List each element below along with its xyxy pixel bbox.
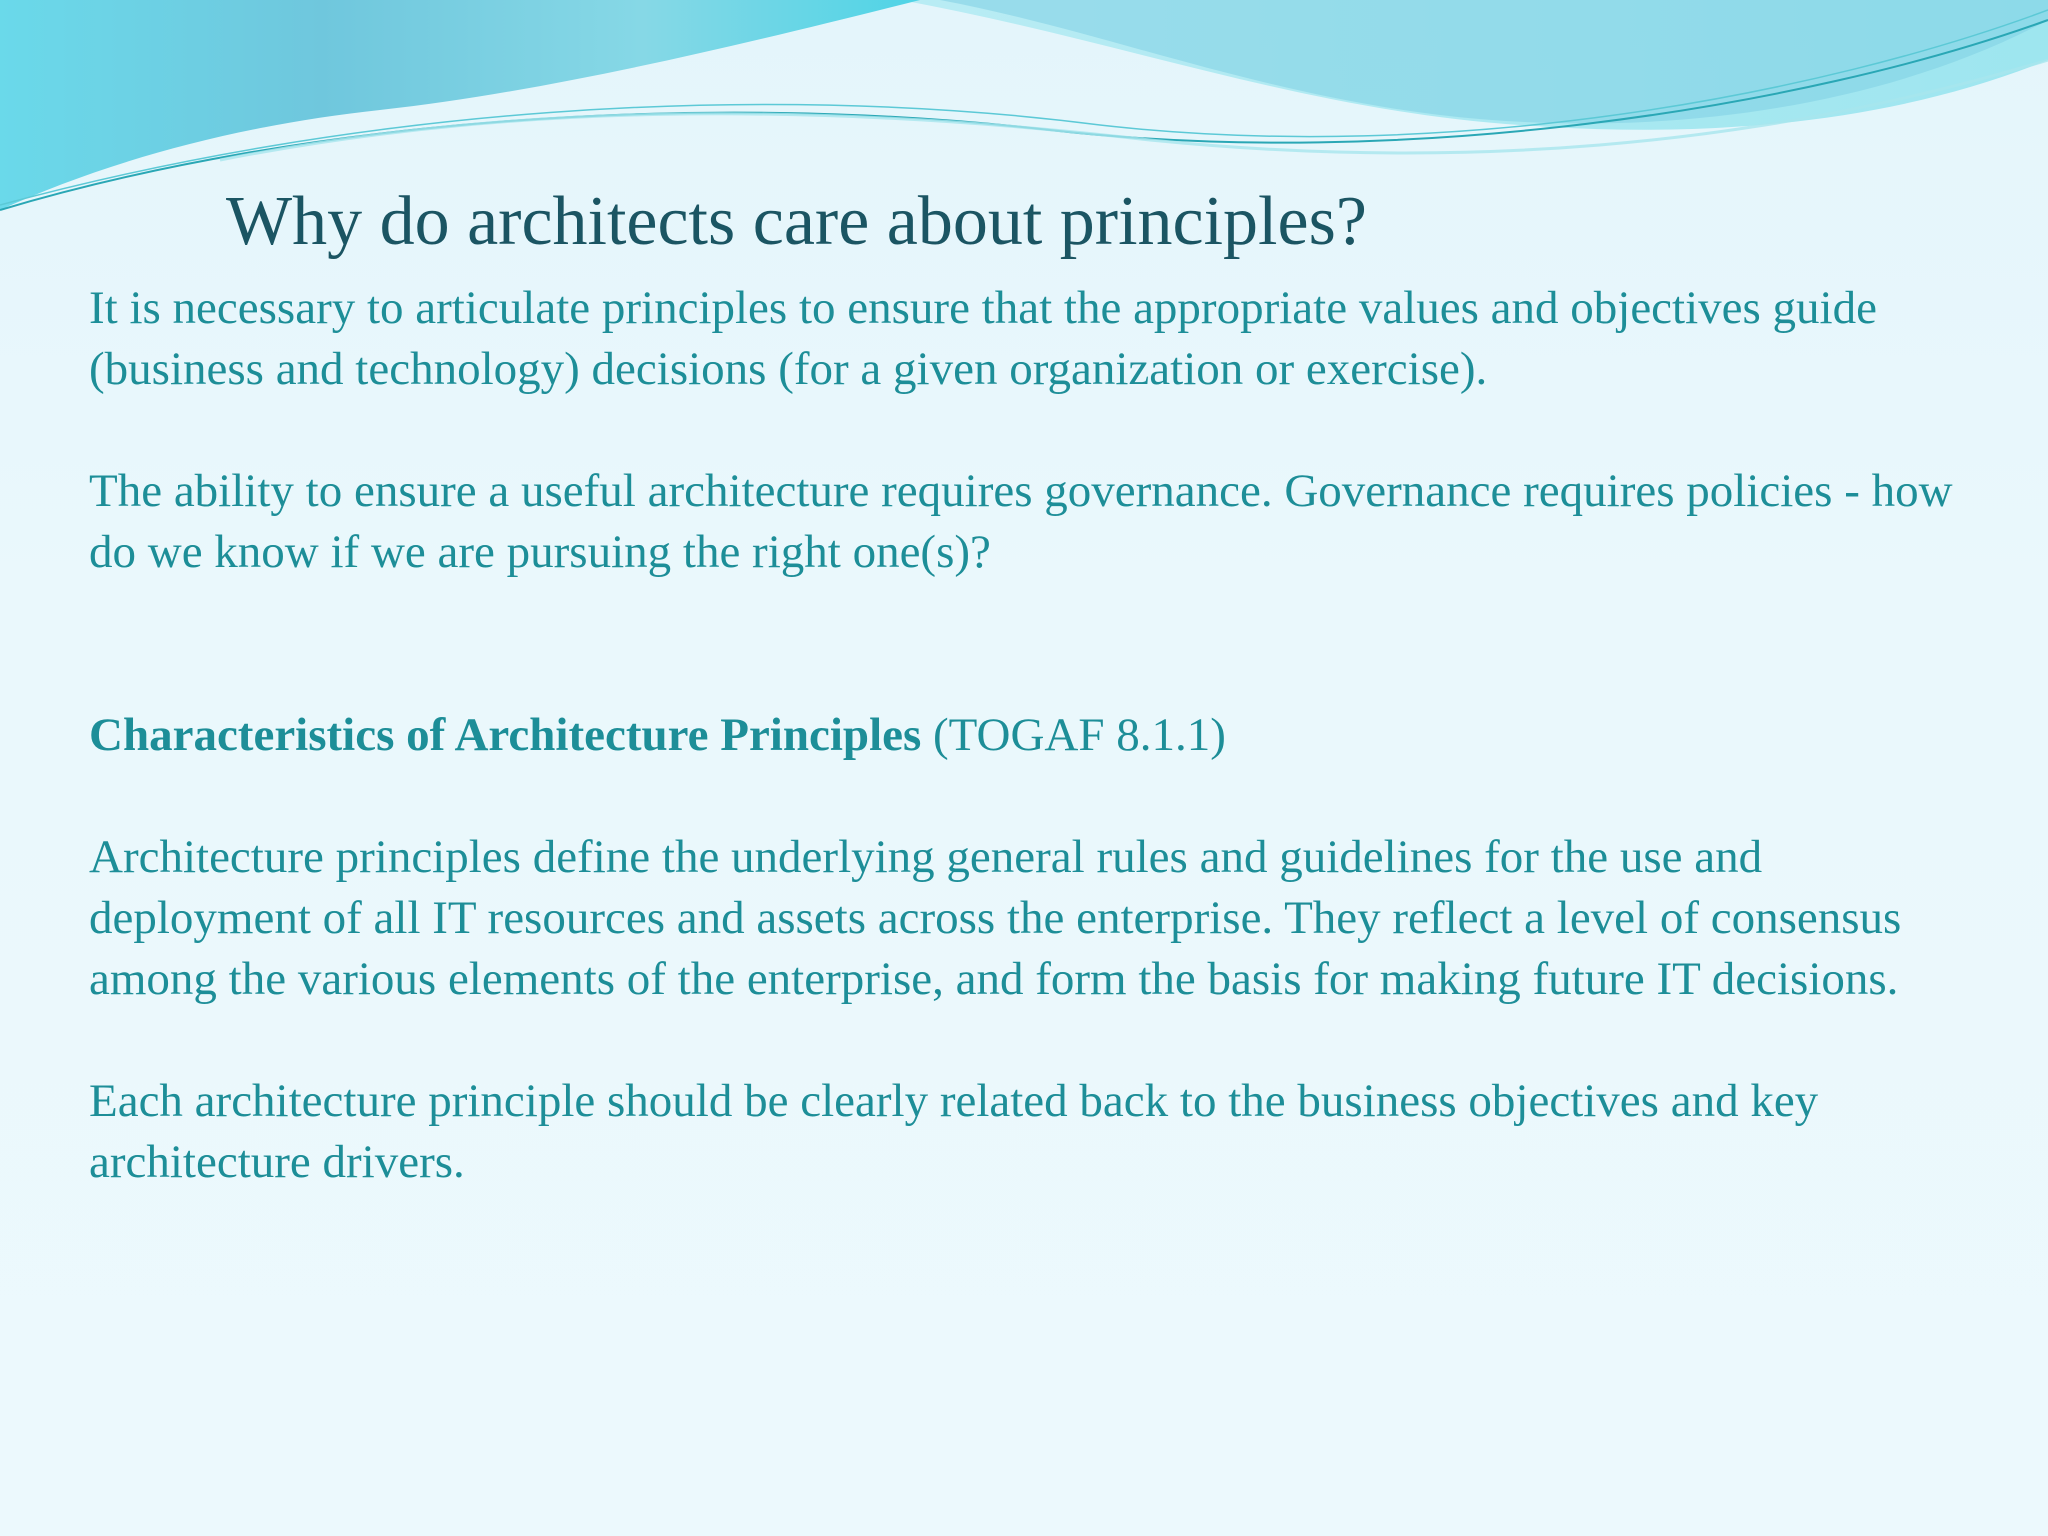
- paragraph-governance: The ability to ensure a useful architecture requires governance. Governance requires policies - how do we know if we are pursuing the right one(s)?: [89, 465, 1953, 578]
- section-heading-bold: Characteristics of Architecture Principles: [89, 709, 922, 761]
- slide-body: [89, 278, 1989, 1193]
- paragraph-definition: Architecture principles define the underlying general rules and guidelines for the use and deployment of all IT resources and assets across the enterprise. They reflect a level of consensus among the various elements of the enterprise, and form the basis for making future IT decisions.: [89, 831, 1902, 1005]
- slide-title: Why do architects care about principles?: [226, 183, 1367, 260]
- paragraph-principles-purpose: It is necessary to articulate principles to ensure that the appropriate values and objectives guide (business and technology) decisions (for a given organization or exercise).: [89, 282, 1877, 395]
- section-heading-source: (TOGAF 8.1.1): [921, 709, 1226, 761]
- section-heading: [89, 705, 1989, 766]
- paragraph-relation: Each architecture principle should be clearly related back to the business objectives and key architecture drivers.: [89, 1075, 1819, 1188]
